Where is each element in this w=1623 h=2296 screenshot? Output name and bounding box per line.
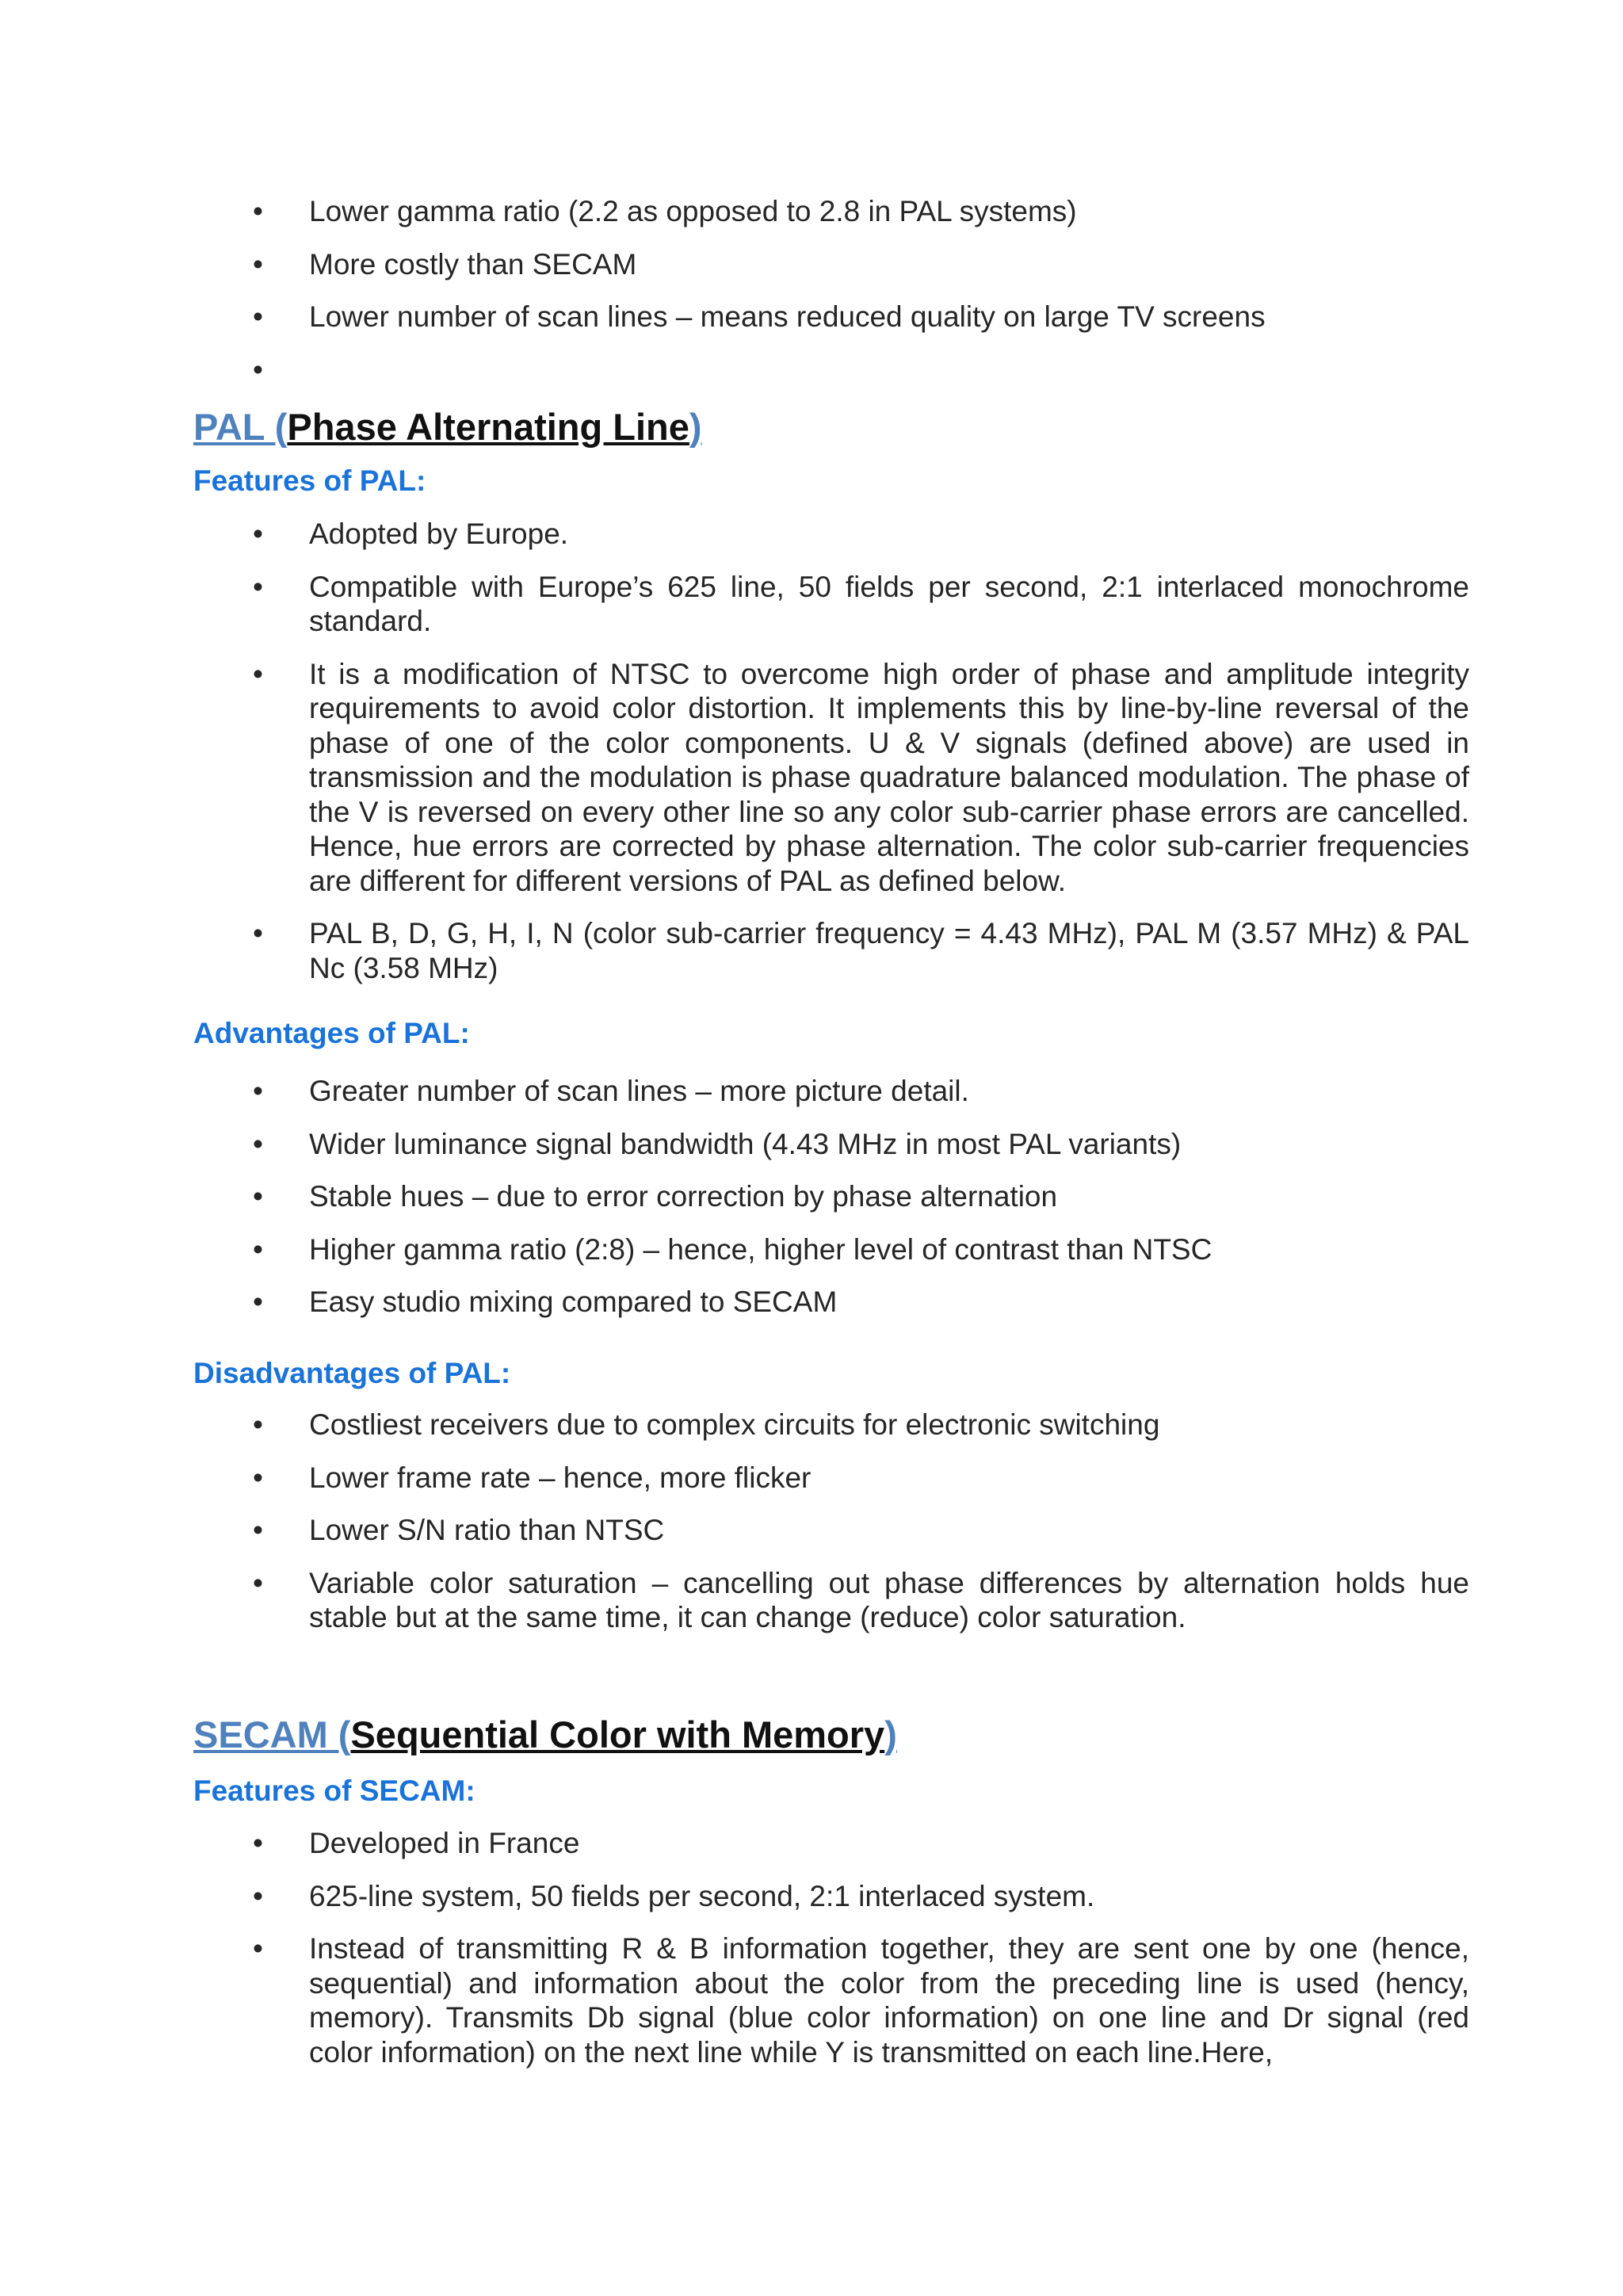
bullet: • [253, 1408, 263, 1441]
bullet: • [253, 1879, 263, 1912]
list-item-empty [193, 353, 1469, 388]
bullet: • [253, 353, 263, 386]
list-item: • Higher gamma ratio (2:8) – hence, higher level of contrast than NTSC [253, 1232, 1212, 1266]
pal-advantages-heading: Advantages of PAL: [193, 1017, 470, 1049]
list-item: • Easy studio mixing compared to SECAM [253, 1286, 838, 1318]
list-item: • Adopted by Europe. [253, 518, 569, 550]
secam-heading: SECAM (Sequential Color with Memory) [193, 1713, 897, 1755]
secam-features-heading: Features of SECAM: [193, 1775, 475, 1807]
list-item: • PAL B, D, G, H, I, N (color sub-carrier frequency = 4.43 MHz), PAL M (3.57 MHz) & PAL Nc (3.58 MHz) [253, 917, 1469, 984]
list-item: • More costly than SECAM [253, 247, 637, 281]
list-item: • Instead of transmitting R & B information together, they are sent one by one (hence, sequential) and information about the color from the preceding line is used (hency, memory). Transmits Db signal (blue color information) on one line and Dr signal (red color information) on the next line while Y is transmitted on each line.Here, [253, 1932, 1469, 2069]
ntsc-disadvantages-continued [193, 194, 1469, 387]
list-item: • Lower S/N ratio than NTSC [253, 1514, 665, 1546]
list-item: • Lower frame rate – hence, more flicker [253, 1461, 812, 1494]
list-item: • Costliest receivers due to complex circuits for electronic switching [253, 1408, 1160, 1441]
bullet: • [253, 1932, 263, 1965]
bullet: • [253, 195, 263, 227]
list-item: • Stable hues – due to error correction by phase alternation [253, 1180, 1058, 1213]
bullet: • [253, 247, 263, 281]
list-item: • 625-line system, 50 fields per second, 2:1 interlaced system. [253, 1879, 1095, 1912]
bullet: • [253, 657, 263, 690]
pal-advantages-list [193, 1074, 1469, 1338]
pal-disadvantages-heading: Disadvantages of PAL: [193, 1357, 511, 1389]
bullet: • [253, 1075, 263, 1107]
list-item: • It is a modification of NTSC to overcome high order of phase and amplitude integrity requirements to avoid color distortion. It implements this by line-by-line reversal of the phase of one of the color components. U & V signals (defined above) are used in transmission and the modulation is phase quadrature balanced modulation. The phase of the V is reversed on every other line so any color sub-carrier phase errors are cancelled. Hence, hue errors are corrected by phase alternation. The color sub-carrier frequencies are different for different versions of PAL as defined below. [253, 657, 1469, 897]
bullet: • [253, 518, 263, 550]
list-item: • Lower gamma ratio (2.2 as opposed to 2.8 in PAL systems) [253, 195, 1077, 227]
list-item: • Developed in France [253, 1827, 580, 1859]
bullet: • [253, 300, 263, 333]
bullet: • [253, 1180, 263, 1213]
bullet: • [253, 1232, 263, 1266]
list-item: • Variable color saturation – cancelling out phase differences by alternation holds hue stable but at the same time, it can change (reduce) color saturation. [253, 1566, 1469, 1633]
list-item: • Greater number of scan lines – more picture detail. [253, 1075, 969, 1107]
pal-features-heading: Features of PAL: [193, 464, 426, 497]
bullet: • [253, 570, 263, 603]
pal-features-list [193, 517, 1469, 1003]
bullet: • [253, 1461, 263, 1494]
bullet: • [253, 1127, 263, 1160]
bullet: • [253, 1286, 263, 1318]
list-item: • Compatible with Europe’s 625 line, 50 fields per second, 2:1 interlaced monochrome standard. [253, 570, 1469, 637]
list-item: • Lower number of scan lines – means reduced quality on large TV screens [253, 300, 1266, 333]
bullet: • [253, 917, 263, 949]
bullet: • [253, 1566, 263, 1599]
secam-features-list [193, 1826, 1469, 2088]
pal-disadvantages-list [193, 1408, 1469, 1653]
bullet: • [253, 1514, 263, 1546]
list-item: • Wider luminance signal bandwidth (4.43 MHz in most PAL variants) [253, 1127, 1182, 1160]
pal-heading: PAL (Phase Alternating Line) [193, 406, 702, 448]
bullet: • [253, 1827, 263, 1859]
